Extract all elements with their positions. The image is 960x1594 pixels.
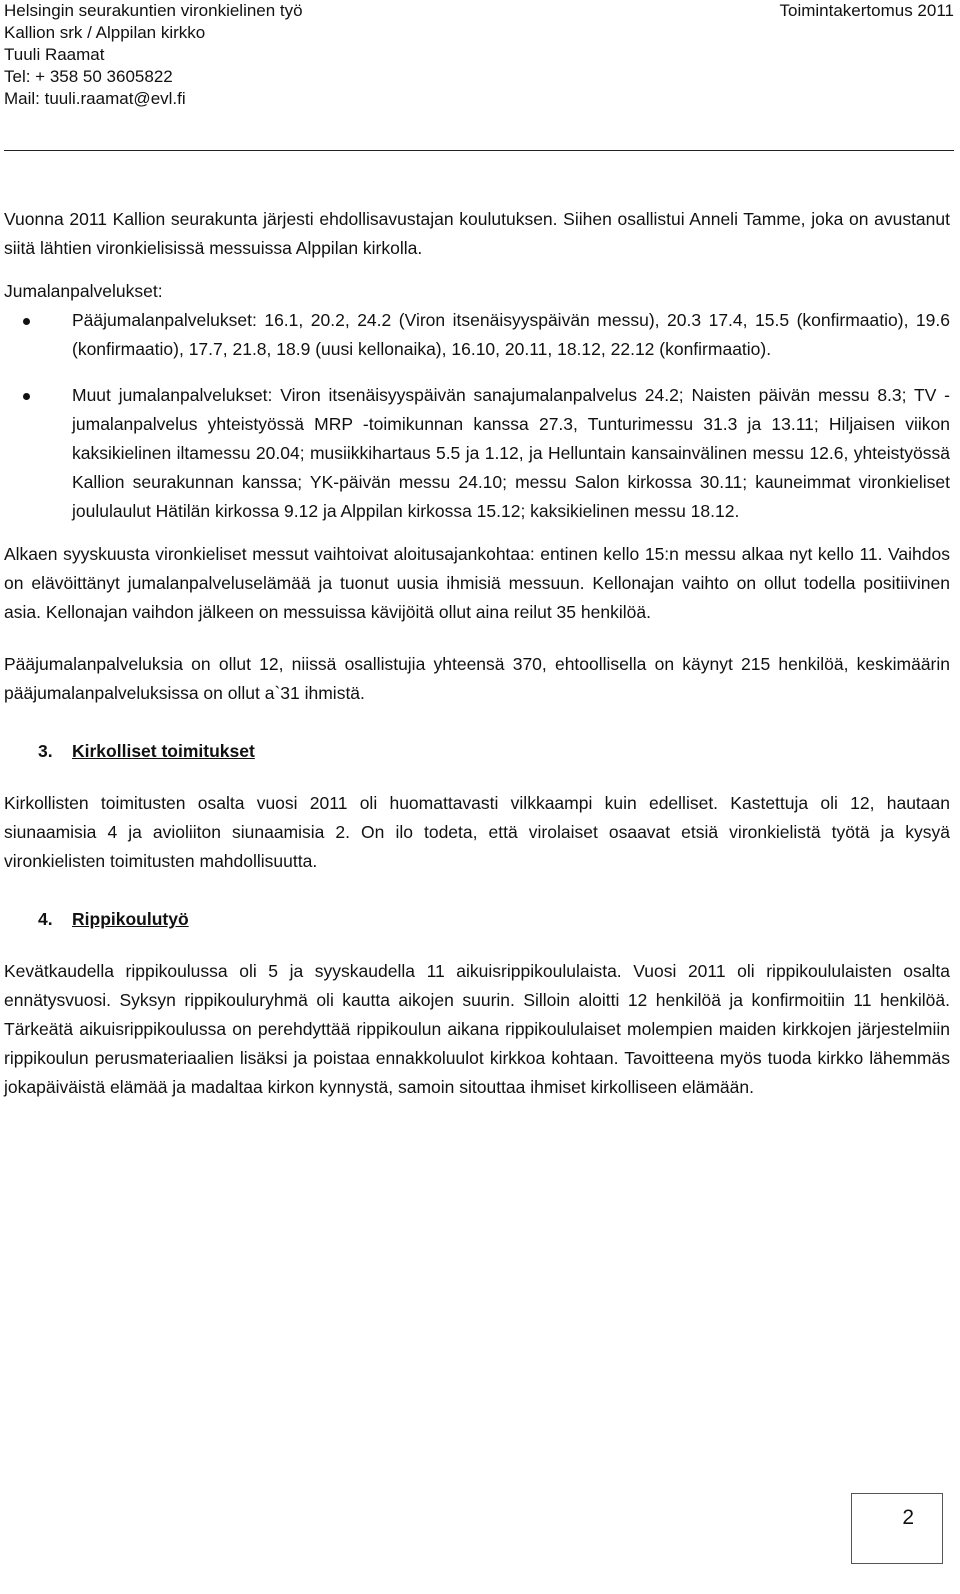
parish-location: Kallion srk / Alppilan kirkko — [4, 23, 206, 42]
author-name: Tuuli Raamat — [4, 45, 105, 64]
section-4-text: Kevätkaudella rippikoulussa oli 5 ja syyskaudella 11 aikuisrippikoululaista. Vuosi 2011 oli rippikoululaisten osalta ennätysvuosi. Syksyn rippikouluryhmä oli kautta aikojen suurin. Silloin aloitti 12 henkilöä ja konfirmoitiin 11 henkilöä. Tärkeätä aikuisrippikoulussa on perehdyttää rippikoulun aikana rippikoululaiset molempien maiden kirkkojen järjestelmiin rippikoulun perusmateriaalien lisäksi ja poistaa ennakkoluulot kirkkoa kohtaan. Tavoitteena myös tuoda kirkko lähemmäs jokapäiväistä elämää ja madaltaa kirkon kynnystä, samoin sitouttaa ihmiset kirkolliseen elämään. — [4, 961, 950, 1097]
header-divider — [4, 150, 954, 151]
section-3-text: Kirkollisten toimitusten osalta vuosi 2011 oli huomattavasti vilkkaampi kuin edelliset. Kastettuja oli 12, hautaan siunaamisia 4 ja avioliiton siunaamisia 2. On ilo todeta, että virolaiset osaavat etsiä vironkielistä työtä ja kysyä vironkielisten toimitusten mahdollisuutta. — [4, 793, 950, 871]
email-address: Mail: tuuli.raamat@evl.fi — [4, 89, 186, 108]
section-title: Kirkolliset toimitukset — [72, 741, 255, 761]
phone-number: Tel: + 358 50 3605822 — [4, 67, 173, 86]
services-label: Jumalanpalvelukset: — [4, 281, 163, 301]
page-number-box — [851, 1493, 943, 1564]
bullet-icon — [23, 318, 30, 325]
services-list — [4, 306, 950, 526]
section-title: Rippikoulutyö — [72, 909, 189, 929]
intro-paragraph: Vuonna 2011 Kallion seurakunta järjesti ehdollisavustajan koulutuksen. Siihen osallistui Anneli Tamme, joka on avustanut siitä lähtien vironkielisissä messuissa Alppilan kirkolla. — [4, 209, 950, 258]
header-line-1 — [4, 0, 954, 22]
main-services-text: Pääjumalanpalvelukset: 16.1, 20.2, 24.2 (Viron itsenäisyyspäivän messu), 20.3 17.4, 15.5 (konfirmaatio), 19.6 (konfirmaatio), 17.7, 21.8, 18.9 (uusi kellonaika), 16.10, 20.11, 18.12, 22.12 (konfirmaatio). — [72, 310, 950, 359]
report-body — [4, 205, 950, 1102]
bullet-icon — [23, 393, 30, 400]
attendance-paragraph: Pääjumalanpalveluksia on ollut 12, niissä osallistujia yhteensä 370, ehtoollisella on käynyt 215 henkilöä, keskimäärin pääjumalanpalveluksissa on ollut a`31 ihmistä. — [4, 654, 950, 703]
report-title: Toimintakertomus 2011 — [779, 1, 954, 20]
section-4-heading — [4, 905, 950, 934]
service-time-paragraph: Alkaen syyskuusta vironkieliset messut vaihtoivat aloitusajankohtaa: entinen kello 15:n messu alkaa nyt kello 11. Vaihdos on elävöittänyt jumalanpalveluselämää ja tuonut uusia ihmisiä messuun. Kellonajan vaihto on ollut todella positiivinen asia. Kellonajan vaihdon jälkeen on messuissa kävijöitä ollut aina reilut 35 henkilöä. — [4, 544, 950, 622]
letterhead — [4, 0, 954, 110]
organization-name: Helsingin seurakuntien vironkielinen työ — [4, 1, 303, 20]
section-3-heading — [4, 737, 950, 766]
section-number: 4. — [38, 909, 53, 929]
page-number: 2 — [902, 1506, 914, 1529]
list-item — [4, 306, 950, 364]
section-number: 3. — [38, 741, 53, 761]
other-services-text: Muut jumalanpalvelukset: Viron itsenäisyyspäivän sanajumalanpalvelus 24.2; Naisten päivän messu 8.3; TV -jumalanpalvelus yhteistyössä MRP -toimikunnan kanssa 27.3, Tunturimessu 31.3 ja 13.11; Hiljaisen viikon kaksikielinen iltamessu 20.04; musiikkihartaus 5.5 ja 1.12, ja Helluntain kansainvälinen messu 12.6, yhteistyössä Kallion seurakunnan kanssa; YK-päivän messu 24.10; messu Salon kirkossa 30.11; kauneimmat vironkieliset joululaulut Hätilän kirkossa 9.12 ja Alppilan kirkossa 15.12; kaksikielinen messu 18.12. — [72, 385, 950, 521]
list-item — [4, 381, 950, 526]
